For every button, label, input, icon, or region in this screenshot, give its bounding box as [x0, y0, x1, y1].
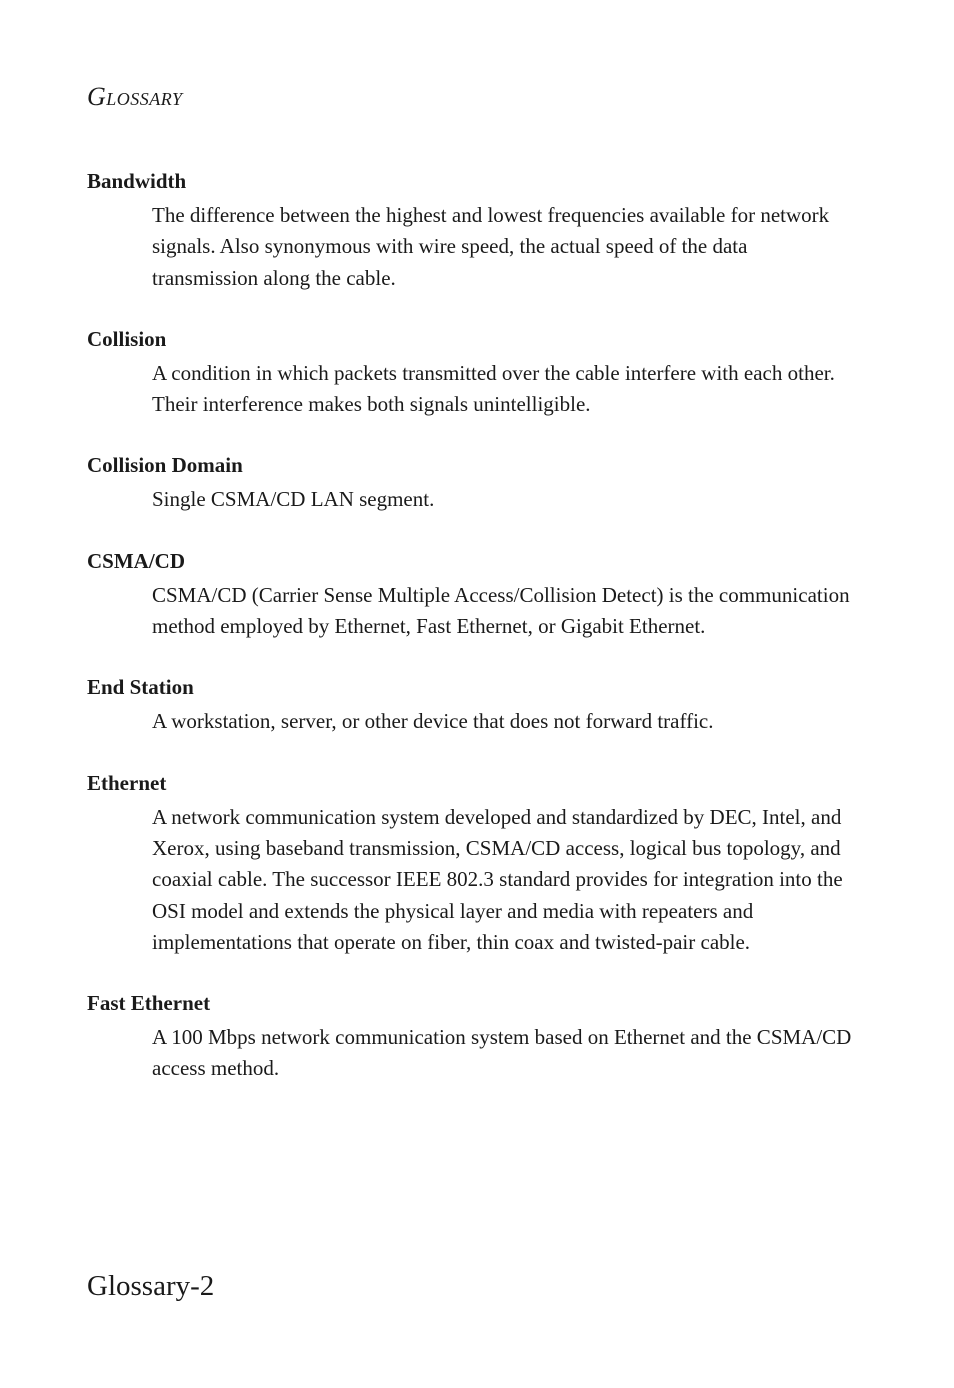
glossary-entry-collision	[87, 324, 857, 421]
glossary-term: CSMA/CD	[87, 548, 185, 573]
glossary-entry-csma-cd	[87, 546, 857, 643]
glossary-entry-fast-ethernet	[87, 988, 857, 1085]
glossary-entry-end-station	[87, 672, 857, 737]
glossary-entry-ethernet	[87, 768, 857, 958]
glossary-term: Collision	[87, 326, 167, 351]
glossary-definition: Single CSMA/CD LAN segment.	[152, 487, 435, 512]
glossary-term: Collision Domain	[87, 453, 243, 478]
glossary-definition: A workstation, server, or other device that does not forward traffic.	[152, 709, 714, 734]
page-number: Glossary-2	[87, 1270, 215, 1302]
glossary-term: End Station	[87, 675, 194, 700]
glossary-term: Fast Ethernet	[87, 991, 211, 1016]
glossary-definition: CSMA/CD (Carrier Sense Multiple Access/Collision Detect) is the communication method employed by Ethernet, Fast Ethernet, or Gigabit Ethernet.	[152, 582, 850, 639]
glossary-entry-collision-domain	[87, 450, 857, 515]
glossary-definition: A condition in which packets transmitted over the cable interfere with each other. Their interference makes both signals unintelligible.	[152, 360, 835, 417]
glossary-definition: A 100 Mbps network communication system based on Ethernet and the CSMA/CD access method.	[152, 1025, 852, 1081]
glossary-definition: The difference between the highest and lowest frequencies available for network signals. Also synonymous with wire speed, the actual speed of the data transmission along the cable.	[152, 203, 830, 290]
running-head: Glossary	[87, 82, 183, 111]
glossary-term: Ethernet	[87, 770, 167, 795]
glossary-term: Bandwidth	[87, 169, 187, 193]
glossary-list	[87, 166, 857, 1115]
glossary-definition: A network communication system developed and standardized by DEC, Intel, and Xerox, using baseband transmission, CSMA/CD access, logical bus topology, and coaxial cable. The successor IEEE 802.3 standard provides for integration into the OSI model and extends the physical layer and media with repeaters and implementations that operate on fiber, thin coax and twisted-pair cable.	[152, 804, 843, 954]
glossary-entry-bandwidth	[87, 166, 857, 294]
